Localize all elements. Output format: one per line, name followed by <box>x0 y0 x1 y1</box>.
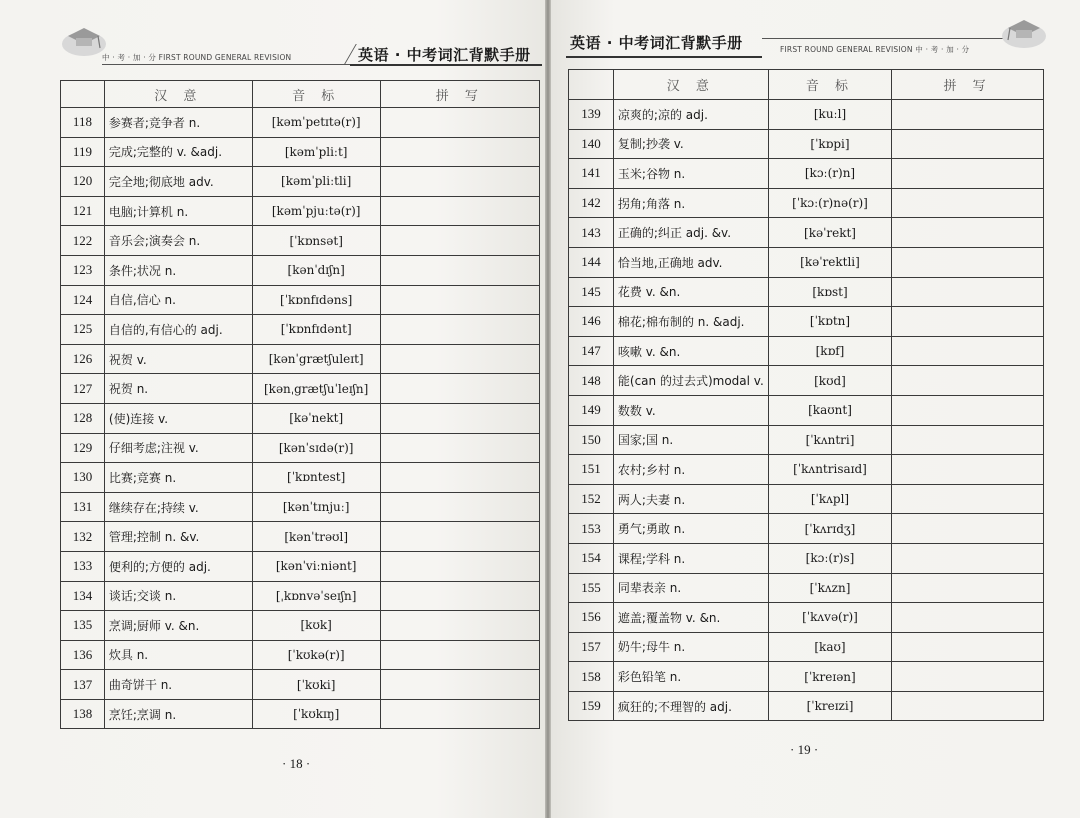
table-row <box>61 611 540 641</box>
table-row <box>569 691 1044 721</box>
table-row <box>569 662 1044 692</box>
meaning-cell: 谈话;交谈 n. <box>104 581 252 611</box>
meaning-cell: 花费 v. &n. <box>613 277 768 307</box>
meaning-cell: 烹调;厨师 v. &n. <box>104 611 252 641</box>
table-row <box>569 543 1044 573</box>
spelling-cell[interactable] <box>892 573 1044 603</box>
meaning-cell: 自信的,有信心的 adj. <box>104 315 252 345</box>
row-number: 144 <box>569 247 614 277</box>
meaning-cell: 音乐会;演奏会 n. <box>104 226 252 256</box>
meaning-cell: 玉米;谷物 n. <box>613 159 768 189</box>
spelling-cell[interactable] <box>380 285 539 315</box>
phonetic-cell: [ˈkʊkɪŋ] <box>252 699 380 729</box>
meaning-cell: 比赛;竞赛 n. <box>104 463 252 493</box>
table-row <box>61 137 540 167</box>
spelling-cell[interactable] <box>892 425 1044 455</box>
spelling-cell[interactable] <box>892 247 1044 277</box>
column-header-meaning: 汉 意 <box>104 81 252 108</box>
meaning-cell: 自信,信心 n. <box>104 285 252 315</box>
table-row <box>569 100 1044 130</box>
table-row <box>61 285 540 315</box>
row-number: 153 <box>569 514 614 544</box>
meaning-cell: 祝贺 v. <box>104 344 252 374</box>
spelling-cell[interactable] <box>380 374 539 404</box>
table-row <box>61 374 540 404</box>
table-row <box>61 581 540 611</box>
row-number: 132 <box>61 522 105 552</box>
phonetic-cell: [ˈkʌrɪdʒ] <box>768 514 891 544</box>
table-row <box>569 336 1044 366</box>
spelling-cell[interactable] <box>892 188 1044 218</box>
row-number: 120 <box>61 167 105 197</box>
meaning-cell: 棉花;棉布制的 n. &adj. <box>613 307 768 337</box>
table-row <box>61 167 540 197</box>
phonetic-cell: [kənˈtrəʊl] <box>252 522 380 552</box>
meaning-cell: 仔细考虑;注视 v. <box>104 433 252 463</box>
row-number: 149 <box>569 395 614 425</box>
table-row <box>569 188 1044 218</box>
meaning-cell: 咳嗽 v. &n. <box>613 336 768 366</box>
meaning-cell: 便利的;方便的 adj. <box>104 551 252 581</box>
meaning-cell: 凉爽的;凉的 adj. <box>613 100 768 130</box>
spelling-cell[interactable] <box>892 455 1044 485</box>
spelling-cell[interactable] <box>892 543 1044 573</box>
spelling-cell[interactable] <box>380 315 539 345</box>
meaning-cell: 完成;完整的 v. &adj. <box>104 137 252 167</box>
row-number: 128 <box>61 403 105 433</box>
phonetic-cell: [ˌkɒnvəˈseɪʃn] <box>252 581 380 611</box>
phonetic-cell: [kənˈviːniənt] <box>252 551 380 581</box>
meaning-cell: 电脑;计算机 n. <box>104 196 252 226</box>
row-number: 143 <box>569 218 614 248</box>
spelling-cell[interactable] <box>380 403 539 433</box>
meaning-cell: (使)连接 v. <box>104 403 252 433</box>
phonetic-cell: [kʊk] <box>252 611 380 641</box>
spelling-cell[interactable] <box>380 670 539 700</box>
meaning-cell: 继续存在;持续 v. <box>104 492 252 522</box>
table-row <box>569 218 1044 248</box>
table-row <box>61 640 540 670</box>
spelling-cell[interactable] <box>380 551 539 581</box>
spelling-cell[interactable] <box>380 492 539 522</box>
header-title: 英语 · 中考词汇背默手册 <box>358 46 531 64</box>
meaning-cell: 数数 v. <box>613 395 768 425</box>
row-number: 122 <box>61 226 105 256</box>
spelling-cell[interactable] <box>380 581 539 611</box>
row-number: 125 <box>61 315 105 345</box>
phonetic-cell: [ˈkɒtn] <box>768 307 891 337</box>
table-row <box>569 247 1044 277</box>
phonetic-cell: [kəmˈpliːtli] <box>252 167 380 197</box>
row-number: 134 <box>61 581 105 611</box>
phonetic-cell: [ˈkreɪən] <box>768 662 891 692</box>
phonetic-cell: [kənˈdɪʃn] <box>252 255 380 285</box>
table-row <box>61 226 540 256</box>
row-number: 151 <box>569 455 614 485</box>
table-row <box>61 315 540 345</box>
row-number: 148 <box>569 366 614 396</box>
row-number: 133 <box>61 551 105 581</box>
row-number: 137 <box>61 670 105 700</box>
row-number: 158 <box>569 662 614 692</box>
phonetic-cell: [kɒf] <box>768 336 891 366</box>
row-number: 155 <box>569 573 614 603</box>
row-number: 129 <box>61 433 105 463</box>
phonetic-cell: [kɔː(r)n] <box>768 159 891 189</box>
phonetic-cell: [ˈkɒnsət] <box>252 226 380 256</box>
row-number: 140 <box>569 129 614 159</box>
spelling-cell[interactable] <box>892 691 1044 721</box>
left-header <box>58 16 542 80</box>
table-row <box>61 551 540 581</box>
graduation-cap-icon <box>1000 14 1048 50</box>
table-row <box>569 395 1044 425</box>
spelling-cell[interactable] <box>380 640 539 670</box>
phonetic-cell: [kuːl] <box>768 100 891 130</box>
meaning-cell: 勇气;勇敢 n. <box>613 514 768 544</box>
meaning-cell: 遮盖;覆盖物 v. &n. <box>613 603 768 633</box>
phonetic-cell: [ˈkʊki] <box>252 670 380 700</box>
spelling-cell[interactable] <box>380 344 539 374</box>
meaning-cell: 课程;学科 n. <box>613 543 768 573</box>
column-header-phonetic: 音 标 <box>768 70 891 100</box>
spelling-cell[interactable] <box>380 699 539 729</box>
spelling-cell[interactable] <box>380 433 539 463</box>
spelling-cell[interactable] <box>892 277 1044 307</box>
table-row <box>569 573 1044 603</box>
phonetic-cell: [kaʊ] <box>768 632 891 662</box>
spelling-cell[interactable] <box>380 522 539 552</box>
meaning-cell: 条件;状况 n. <box>104 255 252 285</box>
phonetic-cell: [kəˈrektli] <box>768 247 891 277</box>
meaning-cell: 国家;国 n. <box>613 425 768 455</box>
row-number: 154 <box>569 543 614 573</box>
phonetic-cell: [ˈkɒnfɪdənt] <box>252 315 380 345</box>
meaning-cell: 彩色铅笔 n. <box>613 662 768 692</box>
phonetic-cell: [ˈkʌvə(r)] <box>768 603 891 633</box>
spelling-cell[interactable] <box>380 611 539 641</box>
table-row <box>569 632 1044 662</box>
phonetic-cell: [ˈkɒntest] <box>252 463 380 493</box>
table-row <box>61 403 540 433</box>
graduation-cap-icon <box>60 22 108 58</box>
row-number: 118 <box>61 108 105 138</box>
meaning-cell: 恰当地,正确地 adv. <box>613 247 768 277</box>
phonetic-cell: [kənˈsɪdə(r)] <box>252 433 380 463</box>
spelling-cell[interactable] <box>380 463 539 493</box>
spelling-cell[interactable] <box>892 129 1044 159</box>
header-num-cell <box>569 70 614 100</box>
spelling-cell[interactable] <box>380 226 539 256</box>
table-row <box>569 484 1044 514</box>
phonetic-cell: [kəmˈpetɪtə(r)] <box>252 108 380 138</box>
phonetic-cell: [kənˈgrætʃuleɪt] <box>252 344 380 374</box>
table-row <box>569 129 1044 159</box>
spelling-cell[interactable] <box>892 218 1044 248</box>
spelling-cell[interactable] <box>380 167 539 197</box>
row-number: 136 <box>61 640 105 670</box>
row-number: 139 <box>569 100 614 130</box>
phonetic-cell: [kʊd] <box>768 366 891 396</box>
phonetic-cell: [kənˌgrætʃuˈleɪʃn] <box>252 374 380 404</box>
table-row <box>61 108 540 138</box>
table-row <box>569 514 1044 544</box>
vocab-table-right <box>568 69 1044 721</box>
table-row <box>61 492 540 522</box>
header-subtitle: 中 · 考 · 加 · 分 FIRST ROUND GENERAL REVISION <box>102 53 292 62</box>
meaning-cell: 复制;抄袭 v. <box>613 129 768 159</box>
meaning-cell: 同辈表亲 n. <box>613 573 768 603</box>
meaning-cell: 正确的;纠正 adj. &v. <box>613 218 768 248</box>
table-row <box>569 159 1044 189</box>
phonetic-cell: [kənˈtɪnjuː] <box>252 492 380 522</box>
table-row <box>569 366 1044 396</box>
table-row <box>61 196 540 226</box>
row-number: 157 <box>569 632 614 662</box>
phonetic-cell: [kəˈnekt] <box>252 403 380 433</box>
row-number: 141 <box>569 159 614 189</box>
meaning-cell: 炊具 n. <box>104 640 252 670</box>
table-row <box>569 455 1044 485</box>
column-header-spelling: 拼 写 <box>892 70 1044 100</box>
spelling-cell[interactable] <box>892 662 1044 692</box>
spelling-cell[interactable] <box>380 137 539 167</box>
row-number: 142 <box>569 188 614 218</box>
phonetic-cell: [ˈkʌntri] <box>768 425 891 455</box>
row-number: 145 <box>569 277 614 307</box>
spelling-cell[interactable] <box>892 336 1044 366</box>
phonetic-cell: [kəˈrekt] <box>768 218 891 248</box>
phonetic-cell: [ˈkʌzn] <box>768 573 891 603</box>
column-header-meaning: 汉 意 <box>613 70 768 100</box>
table-row <box>61 699 540 729</box>
meaning-cell: 奶牛;母牛 n. <box>613 632 768 662</box>
table-row <box>61 344 540 374</box>
spelling-cell[interactable] <box>892 159 1044 189</box>
row-number: 130 <box>61 463 105 493</box>
phonetic-cell: [ˈkʌpl] <box>768 484 891 514</box>
spelling-cell[interactable] <box>892 100 1044 130</box>
meaning-cell: 拐角;角落 n. <box>613 188 768 218</box>
spelling-cell[interactable] <box>380 196 539 226</box>
phonetic-cell: [ˈkɒnfɪdəns] <box>252 285 380 315</box>
header-title: 英语 · 中考词汇背默手册 <box>570 34 743 52</box>
spelling-cell[interactable] <box>892 632 1044 662</box>
column-header-phonetic: 音 标 <box>252 81 380 108</box>
meaning-cell: 祝贺 n. <box>104 374 252 404</box>
row-number: 124 <box>61 285 105 315</box>
column-header-spelling: 拼 写 <box>380 81 539 108</box>
meaning-cell: 完全地;彻底地 adv. <box>104 167 252 197</box>
row-number: 131 <box>61 492 105 522</box>
phonetic-cell: [ˈkʊkə(r)] <box>252 640 380 670</box>
row-number: 138 <box>61 699 105 729</box>
phonetic-cell: [kəmˈpjuːtə(r)] <box>252 196 380 226</box>
table-row <box>61 522 540 552</box>
row-number: 126 <box>61 344 105 374</box>
row-number: 127 <box>61 374 105 404</box>
table-row <box>569 307 1044 337</box>
phonetic-cell: [kɔː(r)s] <box>768 543 891 573</box>
spelling-cell[interactable] <box>892 514 1044 544</box>
table-row <box>61 670 540 700</box>
phonetic-cell: [kɒst] <box>768 277 891 307</box>
spelling-cell[interactable] <box>892 603 1044 633</box>
spelling-cell[interactable] <box>892 366 1044 396</box>
row-number: 147 <box>569 336 614 366</box>
phonetic-cell: [ˈkʌntrisaɪd] <box>768 455 891 485</box>
phonetic-cell: [kəmˈpliːt] <box>252 137 380 167</box>
spelling-cell[interactable] <box>892 395 1044 425</box>
page-number: · 18 · <box>282 756 311 771</box>
page-number: · 19 · <box>790 742 819 757</box>
phonetic-cell: [ˈkɔː(r)nə(r)] <box>768 188 891 218</box>
row-number: 121 <box>61 196 105 226</box>
table-row <box>61 255 540 285</box>
spelling-cell[interactable] <box>892 307 1044 337</box>
row-number: 135 <box>61 611 105 641</box>
row-number: 119 <box>61 137 105 167</box>
meaning-cell: 能(can 的过去式)modal v. <box>613 366 768 396</box>
table-row <box>569 277 1044 307</box>
spelling-cell[interactable] <box>380 108 539 138</box>
meaning-cell: 疯狂的;不理智的 adj. <box>613 691 768 721</box>
row-number: 150 <box>569 425 614 455</box>
row-number: 156 <box>569 603 614 633</box>
header-num-cell <box>61 81 105 108</box>
table-row <box>569 425 1044 455</box>
table-row <box>61 433 540 463</box>
meaning-cell: 两人;夫妻 n. <box>613 484 768 514</box>
phonetic-cell: [ˈkɒpi] <box>768 129 891 159</box>
meaning-cell: 烹饪;烹调 n. <box>104 699 252 729</box>
meaning-cell: 农村;乡村 n. <box>613 455 768 485</box>
phonetic-cell: [ˈkreɪzi] <box>768 691 891 721</box>
spelling-cell[interactable] <box>892 484 1044 514</box>
spelling-cell[interactable] <box>380 255 539 285</box>
row-number: 146 <box>569 307 614 337</box>
meaning-cell: 参赛者;竞争者 n. <box>104 108 252 138</box>
row-number: 159 <box>569 691 614 721</box>
phonetic-cell: [kaʊnt] <box>768 395 891 425</box>
vocab-table-left <box>60 80 540 729</box>
header-subtitle: FIRST ROUND GENERAL REVISION 中 · 考 · 加 · 分 <box>780 45 970 54</box>
table-row <box>569 603 1044 633</box>
meaning-cell: 管理;控制 n. &v. <box>104 522 252 552</box>
table-row <box>61 463 540 493</box>
row-number: 123 <box>61 255 105 285</box>
row-number: 152 <box>569 484 614 514</box>
meaning-cell: 曲奇饼干 n. <box>104 670 252 700</box>
